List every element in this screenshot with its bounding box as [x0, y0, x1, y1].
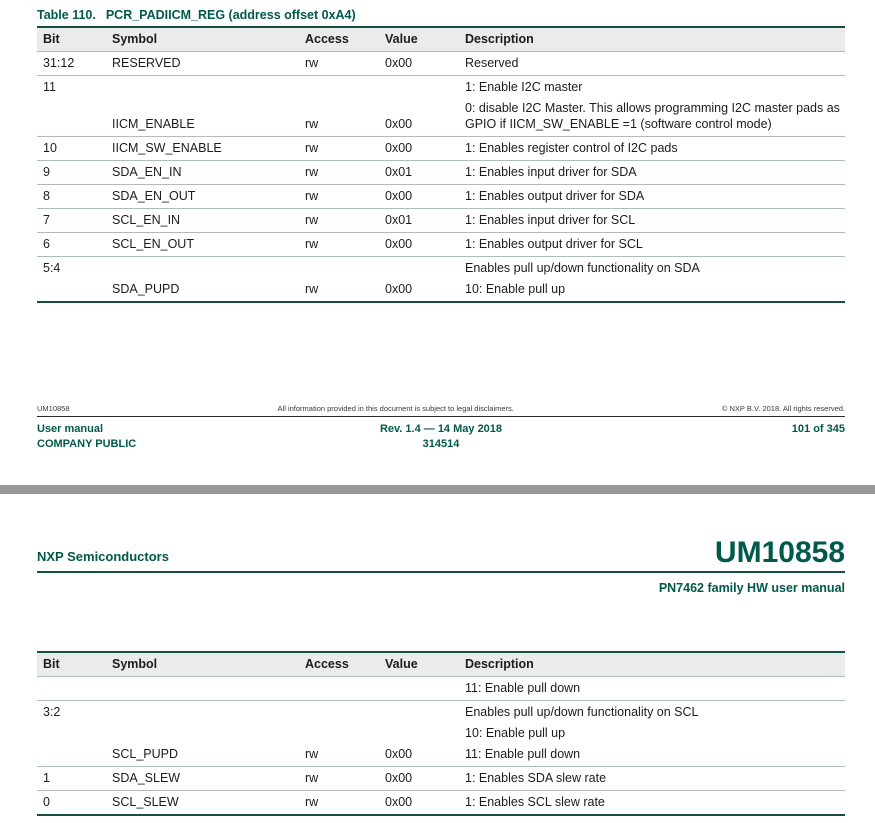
access-cell: rw [305, 747, 319, 761]
footer-copyright: © NXP B.V. 2018. All rights reserved. [721, 404, 845, 413]
description-line: 1: Enables SDA slew rate [465, 771, 607, 785]
column-header-bit: Bit [43, 32, 60, 46]
column-header-value: Value [385, 32, 418, 46]
page-break-bar [0, 485, 875, 494]
description-cell [465, 770, 845, 786]
column-header-symbol: Symbol [112, 32, 158, 46]
value-cell: 0x00 [385, 282, 413, 296]
bit-cell: 1 [43, 771, 50, 785]
description-cell [465, 236, 845, 252]
description-line: 1: Enable I2C master [465, 80, 583, 94]
footer-page-info: 101 of 345 [791, 423, 845, 435]
symbol-cell: SCL_EN_IN [112, 213, 181, 227]
access-cell: rw [305, 795, 319, 809]
column-header-bit: Bit [43, 657, 60, 671]
symbol-cell: SCL_EN_OUT [112, 237, 194, 251]
description-cell [465, 55, 845, 71]
description-line: 1: Enables output driver for SDA [465, 189, 645, 203]
document-subtitle: PN7462 family HW user manual [658, 581, 845, 595]
table-title: PCR_PADIICM_REG (address offset 0xA4) [105, 8, 356, 22]
description-line: 10: Enable pull up [465, 282, 566, 296]
table-row [37, 209, 845, 233]
table-number: Table 110. [37, 8, 96, 22]
table-row [37, 137, 845, 161]
footer-small-row [37, 404, 845, 417]
bit-cell: 6 [43, 237, 50, 251]
access-cell: rw [305, 282, 319, 296]
bit-cell: 31:12 [43, 56, 75, 70]
symbol-cell: IICM_ENABLE [112, 117, 195, 131]
column-header-access: Access [305, 657, 349, 671]
table-row [37, 76, 845, 137]
table-row [37, 677, 845, 701]
value-cell: 0x00 [385, 56, 413, 70]
table-row [37, 257, 845, 303]
symbol-cell: SDA_EN_OUT [112, 189, 196, 203]
bit-cell: 8 [43, 189, 50, 203]
page-footer [37, 404, 845, 452]
description-line: 10: Enable pull up [465, 726, 566, 740]
symbol-cell: IICM_SW_ENABLE [112, 141, 222, 155]
value-cell: 0x00 [385, 771, 413, 785]
footer-disclaimer: All information provided in this document is subject to legal disclaimers. [277, 404, 514, 413]
footer-doc-number: 314514 [422, 438, 460, 450]
access-cell: rw [305, 189, 319, 203]
description-line: Reserved [465, 56, 519, 70]
value-cell: 0x00 [385, 117, 413, 131]
column-header-symbol: Symbol [112, 657, 158, 671]
value-cell: 0x01 [385, 165, 413, 179]
symbol-cell: SDA_SLEW [112, 771, 181, 785]
register-table-2 [37, 651, 845, 816]
symbol-cell: SDA_PUPD [112, 282, 180, 296]
footer-doc-id: UM10858 [37, 404, 70, 413]
table-row [37, 767, 845, 791]
page2-header [37, 538, 845, 595]
table-row [37, 791, 845, 816]
value-cell: 0x00 [385, 795, 413, 809]
description-cell [465, 188, 845, 204]
bit-cell: 7 [43, 213, 50, 227]
symbol-cell: RESERVED [112, 56, 181, 70]
description-cell [465, 140, 845, 156]
value-cell: 0x00 [385, 237, 413, 251]
access-cell: rw [305, 771, 319, 785]
description-cell [465, 794, 845, 810]
footer-revision-block [37, 422, 845, 452]
description-line: 11: Enable pull down [465, 681, 581, 695]
description-line: 1: Enables input driver for SCL [465, 213, 636, 227]
table-header-row [37, 26, 845, 52]
table-row [37, 233, 845, 257]
description-cell [465, 164, 845, 180]
description-line: 1: Enables input driver for SDA [465, 165, 637, 179]
table-header-row [37, 651, 845, 677]
table-row [37, 161, 845, 185]
bit-cell: 9 [43, 165, 50, 179]
access-cell: rw [305, 117, 319, 131]
description-cell [465, 260, 845, 297]
page2-header-top [37, 538, 845, 573]
company-name: NXP Semiconductors [37, 549, 169, 564]
description-cell [465, 212, 845, 228]
description-cell [465, 704, 845, 762]
bit-cell: 5:4 [43, 261, 61, 275]
column-header-access: Access [305, 32, 349, 46]
document-id: UM10858 [714, 536, 845, 569]
bit-cell: 0 [43, 795, 50, 809]
table-caption [37, 8, 356, 22]
value-cell: 0x00 [385, 141, 413, 155]
access-cell: rw [305, 213, 319, 227]
access-cell: rw [305, 56, 319, 70]
column-header-description: Description [465, 32, 534, 46]
footer-doc-type: User manual [37, 423, 104, 435]
symbol-cell: SDA_EN_IN [112, 165, 182, 179]
symbol-cell: SCL_PUPD [112, 747, 178, 761]
column-header-value: Value [385, 657, 418, 671]
symbol-cell: SCL_SLEW [112, 795, 179, 809]
access-cell: rw [305, 237, 319, 251]
bit-cell: 3:2 [43, 705, 61, 719]
value-cell: 0x01 [385, 213, 413, 227]
footer-revision: Rev. 1.4 — 14 May 2018 [379, 423, 503, 435]
access-cell: rw [305, 141, 319, 155]
description-line: 11: Enable pull down [465, 747, 581, 761]
description-line: 1: Enables output driver for SCL [465, 237, 643, 251]
description-cell [465, 680, 845, 696]
table-row [37, 52, 845, 76]
value-cell: 0x00 [385, 189, 413, 203]
footer-classification: COMPANY PUBLIC [37, 438, 137, 450]
column-header-description: Description [465, 657, 534, 671]
description-line: 1: Enables SCL slew rate [465, 795, 605, 809]
bit-cell: 10 [43, 141, 57, 155]
description-line: Enables pull up/down functionality on SDA [465, 261, 700, 275]
bit-cell: 11 [43, 80, 56, 94]
description-line: Enables pull up/down functionality on SCL [465, 705, 699, 719]
table-row [37, 185, 845, 209]
table-row [37, 701, 845, 767]
access-cell: rw [305, 165, 319, 179]
description-line: 0: disable I2C Master. This allows programming I2C master pads as GPIO if IICM_SW_ENABLE =1 (software control mode) [465, 101, 840, 131]
description-line: 1: Enables register control of I2C pads [465, 141, 678, 155]
description-cell [465, 79, 845, 132]
register-table-1 [37, 26, 845, 303]
footer-bold-row [37, 422, 845, 452]
value-cell: 0x00 [385, 747, 413, 761]
